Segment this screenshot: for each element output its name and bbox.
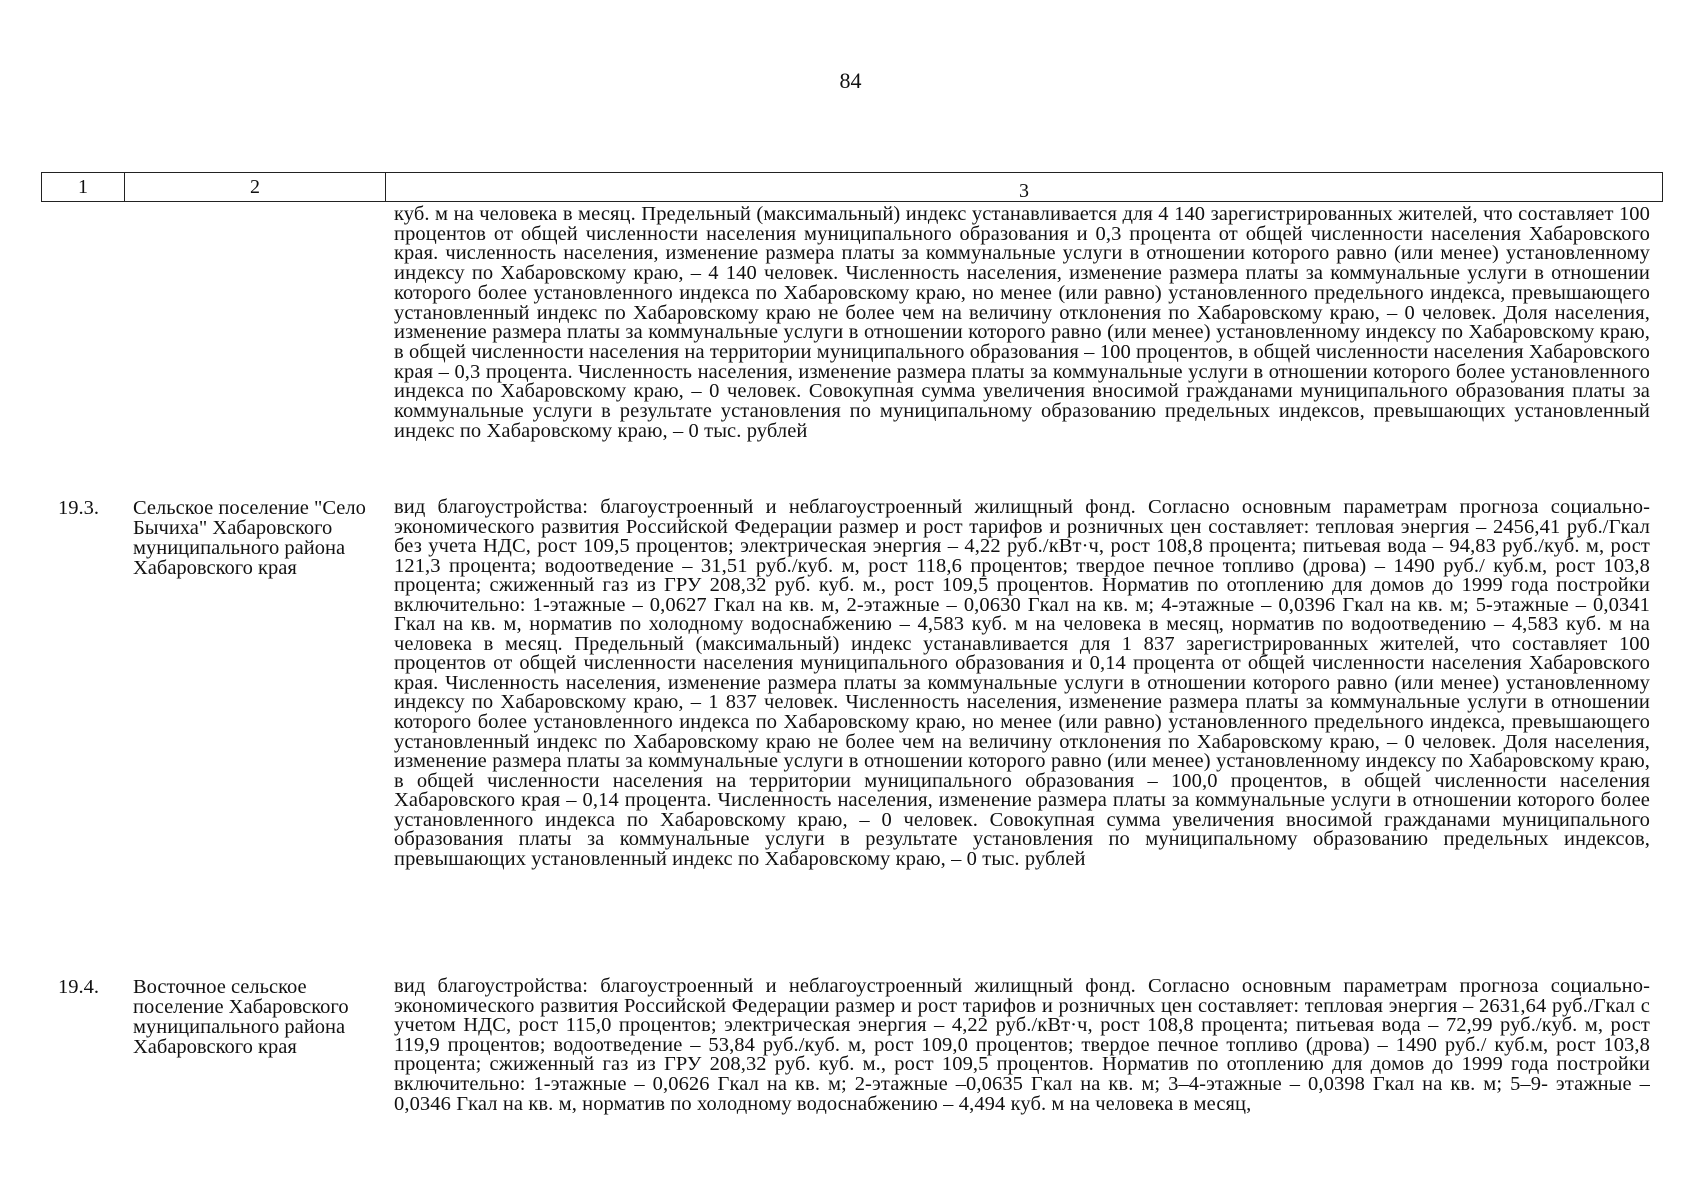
row-description: вид благоустройства: благоустроенный и неблагоустроенный жилищный фонд. Согласно основным параметрам прогноза социально-экономического развития Российской Федерации размер и рост тарифов и розничных цен составляет: тепловая энергия – 2631,64 руб./Гкал с учетом НДС, рост 115,0 процентов; электрическая энергия – 4,22 руб./кВт·ч, рост 108,8 процента; питьевая вода – 72,99 руб./куб. м, рост 119,9 процентов; водоотведение – 53,84 руб./куб. м, рост 109,0 процентов; твердое печное топливо (дрова) – 1490 руб./ куб.м, рост 103,8 процента; сжиженный газ из ГРУ 208,32 руб. куб. м., рост 109,5 процентов. Норматив по отоплению для домов до 1999 года постройки включительно: 1-этажные – 0,0626 Гкал на кв. м; 2-этажные –0,0635 Гкал на кв. м; 3–4-этажные – 0,0398 Гкал на кв. м; 5–9- этажные – 0,0346 Гкал на кв. м, норматив по холодному водоснабжению – 4,494 куб. м на человека в месяц,	[394, 975, 1650, 1115]
row-number: 19.3.	[58, 497, 99, 519]
row-description: вид благоустройства: благоустроенный и неблагоустроенный жилищный фонд. Согласно основным параметрам прогноза социально-экономического развития Российской Федерации размер и рост тарифов и розничных цен составляет: тепловая энергия – 2456,41 руб./Гкал без учета НДС, рост 109,5 процентов; электрическая энергия – 4,22 руб./кВт·ч, рост 108,8 процента; питьевая вода – 94,83 руб./куб. м, рост 121,3 процента; водоотведение – 31,51 руб./куб. м, рост 118,6 процентов; твердое печное топливо (дрова) – 1490 руб./ куб.м, рост 103,8 процента; сжиженный газ из ГРУ 208,32 руб. куб. м., рост 109,5 процентов. Норматив по отоплению для домов до 1999 года постройки включительно: 1-этажные – 0,0627 Гкал на кв. м, 2-этажные – 0,0630 Гкал на кв. м; 4-этажные – 0,0396 Гкал на кв. м; 5-этажные – 0,0341 Гкал на кв. м, норматив по холодному водоснабжению – 4,583 куб. м на человека в месяц, норматив по водоотведению – 4,583 куб. м на человека в месяц. Предельный (максимальный) индекс устанавливается для 1 837 зарегистрированных жителей, что составляет 100 процентов от общей численности населения муниципального образования и 0,14 процента от общей численности населения Хабаровского края. Численность населения, изменение размера платы за коммунальные услуги в отношении которого равно (или менее) установленному индексу по Хабаровскому краю, – 1 837 человек. Численность населения, изменение размера платы за коммунальные услуги в отношении которого более установленного индекса по Хабаровскому краю, но менее (или равно) установленного предельного индекса, превышающего установленный индекс по Хабаровскому краю не более чем на величину отклонения по Хабаровскому краю, – 0 человек. Доля населения, изменение размера платы за коммунальные услуги в отношении которого равно (или менее) установленному индексу по Хабаровскому краю, в общей численности населения на территории муниципального образования – 100,0 процентов, в общей численности населения Хабаровского края – 0,14 процента. Численность населения, изменение размера платы за коммунальные услуги в отношении которого более установленного индекса по Хабаровскому краю, – 0 человек. Совокупная сумма увеличения вносимой гражданами муниципального образования платы за коммунальные услуги в результате установления по муниципальному образованию предельных индексов, превышающих установленный индекс по Хабаровскому краю, – 0 тыс. рублей	[394, 496, 1650, 870]
table-header-col-3: 3	[1019, 180, 1029, 202]
table-header-col-2: 2	[125, 173, 386, 201]
table-header-col-1: 1	[42, 173, 125, 201]
row-number: 19.4.	[58, 976, 99, 998]
municipality-name: Сельское поселение "Село Бычиха" Хабаровского муниципального района Хабаровского края	[133, 497, 366, 579]
row-description: куб. м на человека в месяц. Предельный (максимальный) индекс устанавливается для 4 140 зарегистрированных жителей, что составляет 100 процентов от общей численности населения муниципального образования и 0,3 процента от общей численности населения Хабаровского края. численность населения, изменение размера платы за коммунальные услуги в отношении которого равно (или менее) установленному индексу по Хабаровскому краю, – 4 140 человек. Численность населения, изменение размера платы за коммунальные услуги в отношении которого более установленного индекса по Хабаровскому краю, но менее (или равно) установленного предельного индекса, превышающего установленный индекс по Хабаровскому краю не более чем на величину отклонения по Хабаровскому краю, – 0 человек. Доля населения, изменение размера платы за коммунальные услуги в отношении которого равно (или менее) установленному индексу по Хабаровскому краю, в общей численности населения на территории муниципального образования – 100 процентов, в общей численности населения Хабаровского края – 0,3 процента. Численность населения, изменение размера платы за коммунальные услуги в отношении которого более установленного индекса по Хабаровскому краю, – 0 человек. Совокупная сумма увеличения вносимой гражданами муниципального образования платы за коммунальные услуги в результате установления по муниципальному образованию предельных индексов, превышающих установленный индекс по Хабаровскому краю, – 0 тыс. рублей	[394, 203, 1650, 442]
page-number: 84	[839, 68, 862, 93]
table-header	[41, 172, 1663, 202]
municipality-name: Восточное сельское поселение Хабаровского муниципального района Хабаровского края	[133, 976, 349, 1058]
